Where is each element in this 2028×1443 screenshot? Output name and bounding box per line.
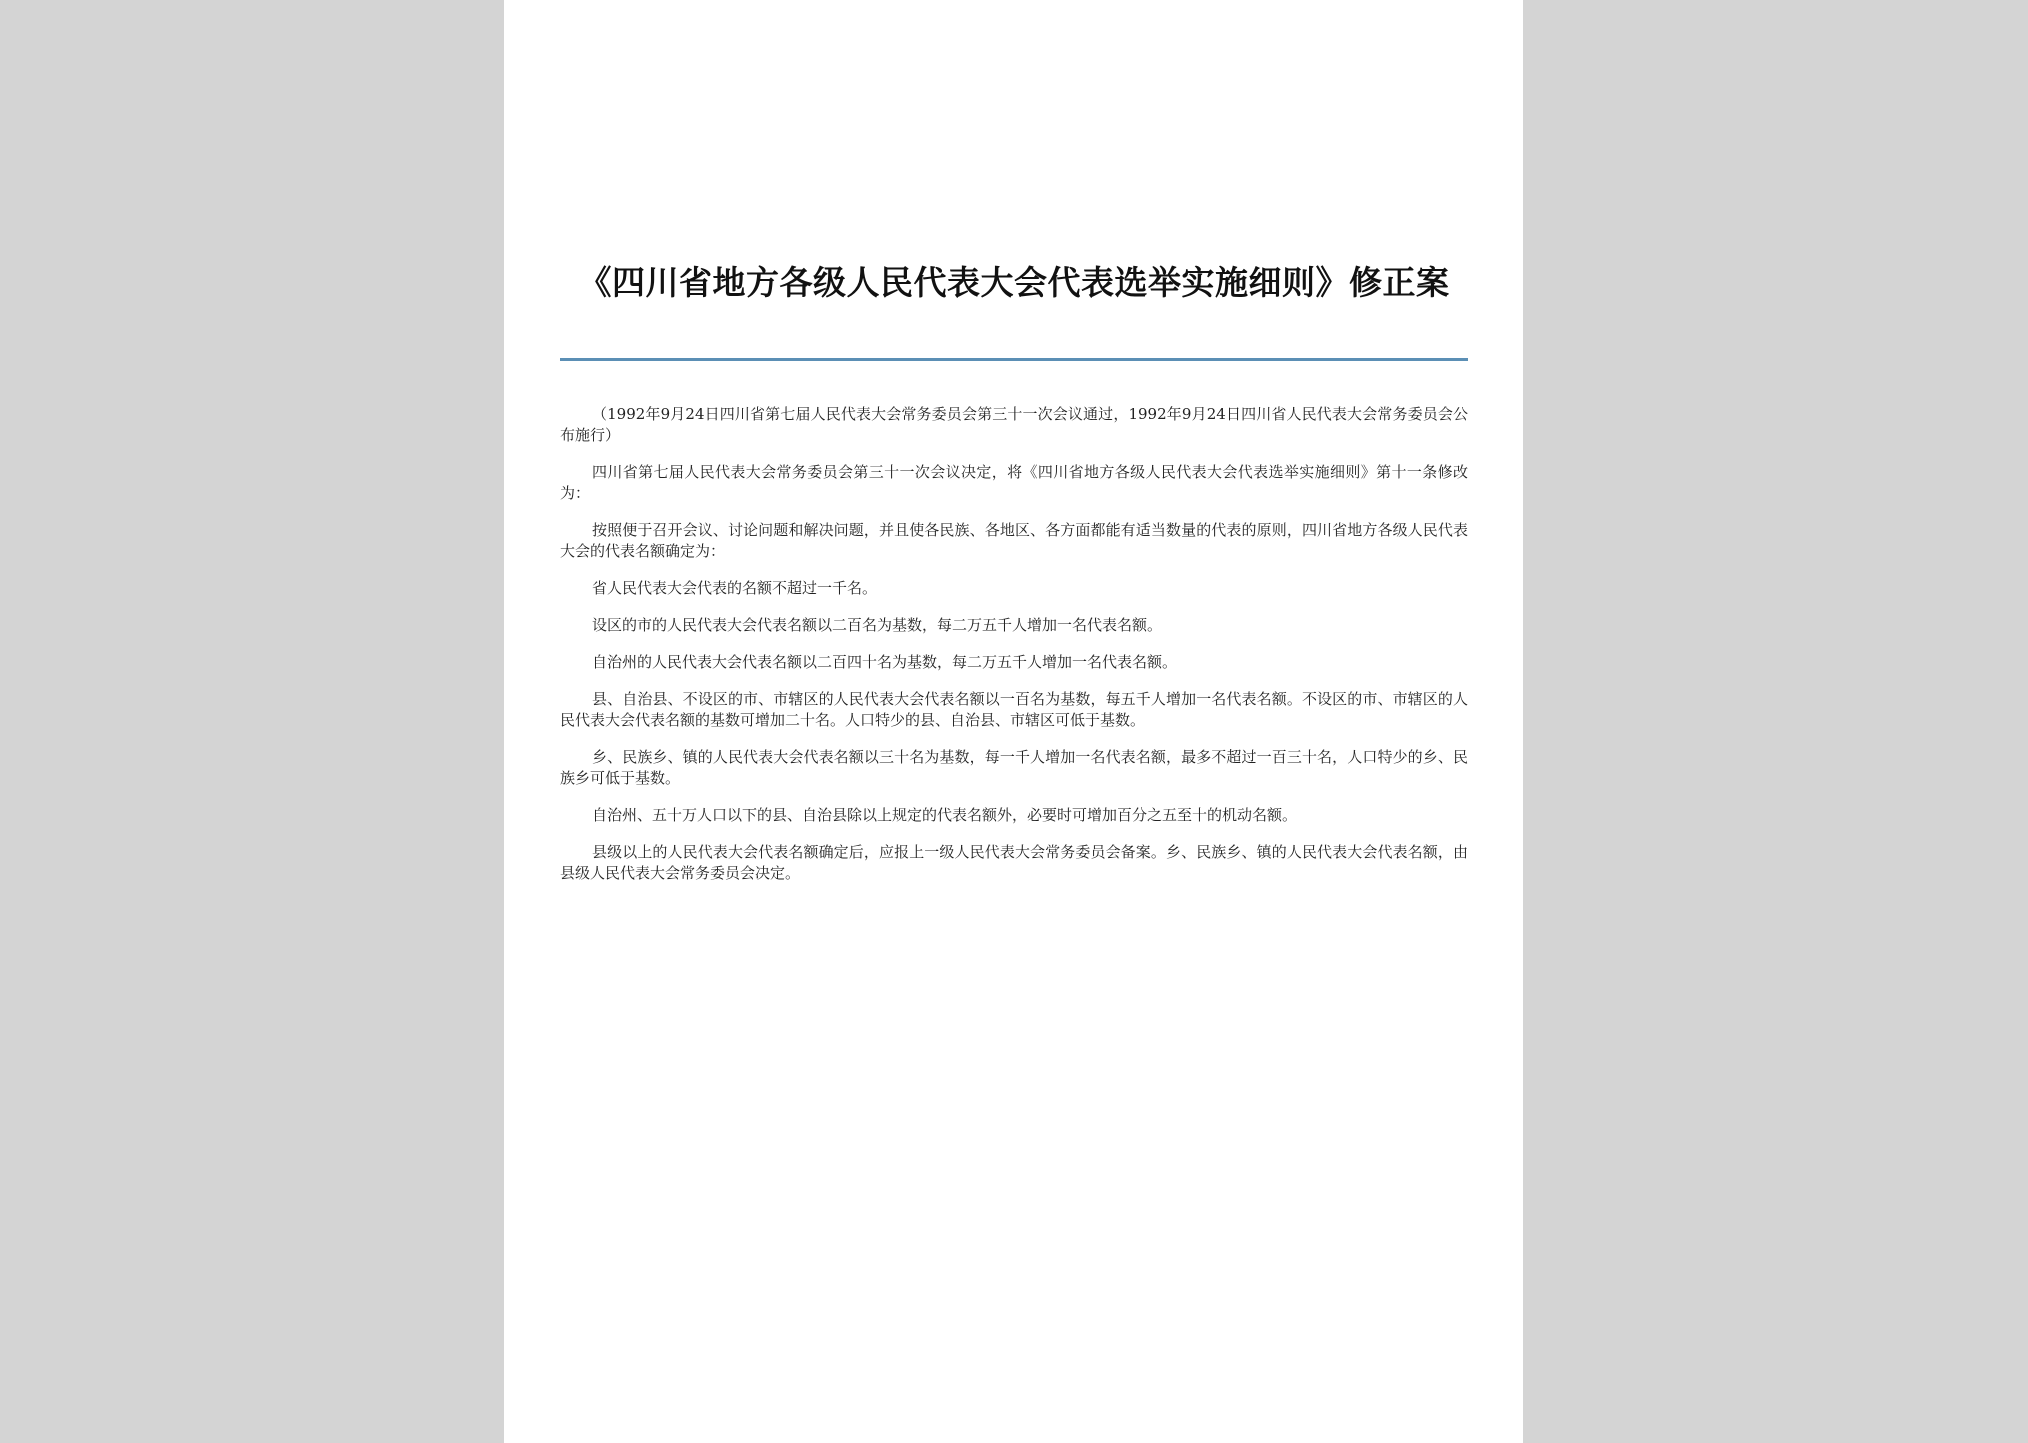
paragraph-provincial-quota: 省人民代表大会代表的名额不超过一千名。 (592, 579, 878, 597)
paragraph-adoption-note: （1992年9月24日四川省第七届人民代表大会常务委员会第三十一次会议通过，1992年9月24日四川省人民代表大会常务委员会公布施行） (560, 405, 1468, 444)
document-body (560, 404, 1468, 900)
paragraph-principle: 按照便于召开会议、讨论问题和解决问题，并且使各民族、各地区、各方面都能有适当数量的代表的原则，四川省地方各级人民代表大会的代表名额确定为： (560, 521, 1468, 560)
title-divider (560, 358, 1468, 361)
paragraph-county-quota: 县、自治县、不设区的市、市辖区的人民代表大会代表名额以一百名为基数，每五千人增加一名代表名额。不设区的市、市辖区的人民代表大会代表名额的基数可增加二十名。人口特少的县、自治县、市辖区可低于基数。 (560, 690, 1468, 729)
paragraph-filing: 县级以上的人民代表大会代表名额确定后，应报上一级人民代表大会常务委员会备案。乡、民族乡、镇的人民代表大会代表名额，由县级人民代表大会常务委员会决定。 (560, 843, 1468, 882)
paragraph-prefecture-quota: 自治州的人民代表大会代表名额以二百四十名为基数，每二万五千人增加一名代表名额。 (592, 653, 1178, 671)
paragraph-decision: 四川省第七届人民代表大会常务委员会第三十一次会议决定，将《四川省地方各级人民代表大会代表选举实施细则》第十一条修改为： (560, 463, 1468, 502)
document-page (504, 0, 1523, 1443)
paragraph-flexible-quota: 自治州、五十万人口以下的县、自治县除以上规定的代表名额外，必要时可增加百分之五至十的机动名额。 (592, 806, 1298, 824)
paragraph-township-quota: 乡、民族乡、镇的人民代表大会代表名额以三十名为基数，每一千人增加一名代表名额，最多不超过一百三十名，人口特少的乡、民族乡可低于基数。 (560, 748, 1468, 787)
paragraph-city-quota: 设区的市的人民代表大会代表名额以二百名为基数，每二万五千人增加一名代表名额。 (592, 616, 1163, 634)
document-title: 《四川省地方各级人民代表大会代表选举实施细则》修正案 (578, 263, 1450, 302)
